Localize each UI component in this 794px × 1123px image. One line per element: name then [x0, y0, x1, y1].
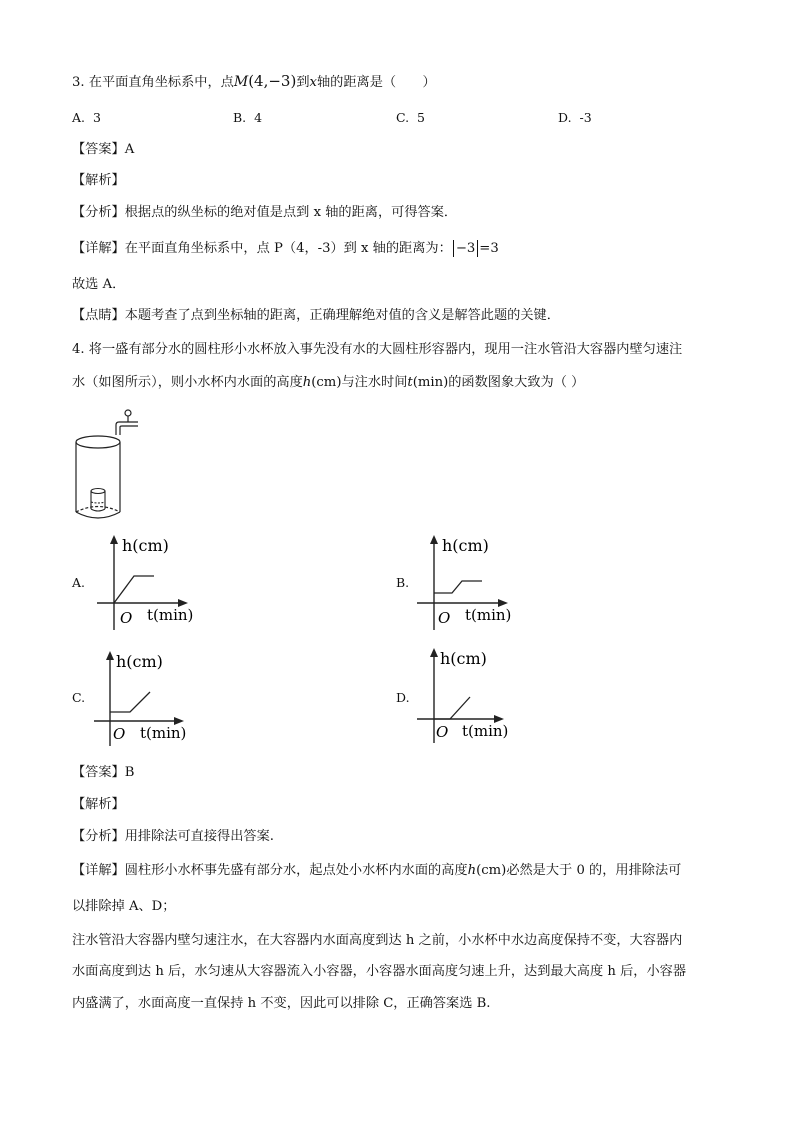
- graph-a-y-title: h(cm): [122, 536, 169, 555]
- graph-b-origin: O: [438, 609, 451, 627]
- q4-xiangjie-line2: 以排除掉 A、D；: [72, 899, 176, 914]
- graph-a-x-title: t(min): [147, 606, 194, 624]
- graph-a-y-arrow: [110, 535, 118, 544]
- q4-answer: 【答案】B: [72, 765, 135, 780]
- graph-d-curve: [434, 697, 470, 719]
- graph-d-label: D.: [396, 690, 410, 705]
- large-cylinder: [76, 436, 120, 518]
- q4-fenxi: 【分析】用排除法可直接得出答案.: [72, 829, 275, 844]
- q3-point-coords: (4,−3): [248, 72, 297, 90]
- small-cup: [91, 489, 105, 512]
- q4-stem-line2: 水（如图所示），则小水杯内水面的高度h(cm)与注水时间t(min)的函数图象大致为（ ）: [72, 375, 585, 390]
- q3-fenxi: 【分析】根据点的纵坐标的绝对值是点到 x 轴的距离，可得答案．: [72, 205, 458, 220]
- graph-b-y-arrow: [430, 535, 438, 544]
- q3-stem-middle: 到: [296, 75, 310, 90]
- graph-c-origin: O: [113, 725, 126, 743]
- graph-b: [412, 530, 532, 635]
- graph-c: [92, 646, 212, 751]
- q3-option-b: B. 4: [233, 110, 263, 125]
- graph-c-curve: [110, 692, 150, 712]
- q3-stem: [72, 72, 436, 92]
- q3-option-c: C. 5: [396, 110, 425, 125]
- graph-c-x-title: t(min): [140, 724, 187, 742]
- graph-a-label: A.: [72, 575, 86, 590]
- q4-para-line1: 注水管沿大容器内壁匀速注水，在大容器内水面高度到达 h 之前，小水杯中水边高度保持不变，大容器内: [72, 933, 683, 948]
- q3-dianjing: 【点睛】本题考查了点到坐标轴的距离，正确理解绝对值的含义是解答此题的关键．: [72, 308, 560, 323]
- q3-point-label: M: [233, 74, 249, 90]
- q4-xiangjie: 【详解】圆柱形小水杯事先盛有部分水，起点处小水杯内水面的高度h(cm)必然是大于 0 的，用排除法可: [72, 863, 682, 878]
- q3-axis-name: x: [309, 75, 317, 90]
- graph-b-y-title: h(cm): [442, 536, 489, 555]
- graph-d-y-title: h(cm): [440, 649, 487, 668]
- faucet-icon: [116, 410, 138, 435]
- q3-jiexi-heading: 【解析】: [72, 173, 125, 188]
- q3-stem-suffix: 轴的距离是（ ）: [316, 75, 436, 90]
- graph-b-x-title: t(min): [465, 606, 512, 624]
- q3-conclusion: 故选 A．: [72, 277, 126, 292]
- graph-a-origin: O: [120, 609, 133, 627]
- q3-answer: 【答案】A: [72, 142, 135, 157]
- q3-xiangjie: 【详解】在平面直角坐标系中，点 P（4，-3）到 x 轴的距离为： −3 =3: [72, 241, 499, 256]
- q3-stem-prefix: 3. 在平面直角坐标系中，点: [72, 75, 234, 90]
- graph-c-y-title: h(cm): [116, 652, 163, 671]
- graph-d: [412, 643, 532, 748]
- q3-option-d: D. -3: [558, 110, 592, 125]
- graph-a: [92, 530, 212, 635]
- graph-b-curve: [434, 581, 482, 593]
- graph-c-label: C.: [72, 690, 86, 705]
- q4-stem-line1: 4. 将一盛有部分水的圆柱形小水杯放入事先没有水的大圆柱形容器内，现用一注水管沿大容器内壁匀速注: [72, 342, 683, 357]
- abs-value-expression: −3: [453, 240, 478, 257]
- graph-d-x-title: t(min): [462, 722, 509, 740]
- graph-c-y-arrow: [106, 651, 114, 660]
- graph-d-y-arrow: [430, 648, 438, 657]
- q4-jiexi-heading: 【解析】: [72, 797, 125, 812]
- graph-a-curve: [114, 576, 154, 603]
- graph-d-origin: O: [436, 723, 449, 741]
- container-figure: [72, 405, 152, 525]
- q4-para-line3: 内盛满了，水面高度一直保持 h 不变，因此可以排除 C，正确答案选 B.: [72, 996, 491, 1011]
- graph-b-label: B.: [396, 575, 410, 590]
- q3-option-a: A. 3: [72, 110, 101, 125]
- q4-para-line2: 水面高度到达 h 后，水匀速从大容器流入小容器，小容器水面高度匀速上升，达到最大高度 h 后，小容器: [72, 964, 687, 979]
